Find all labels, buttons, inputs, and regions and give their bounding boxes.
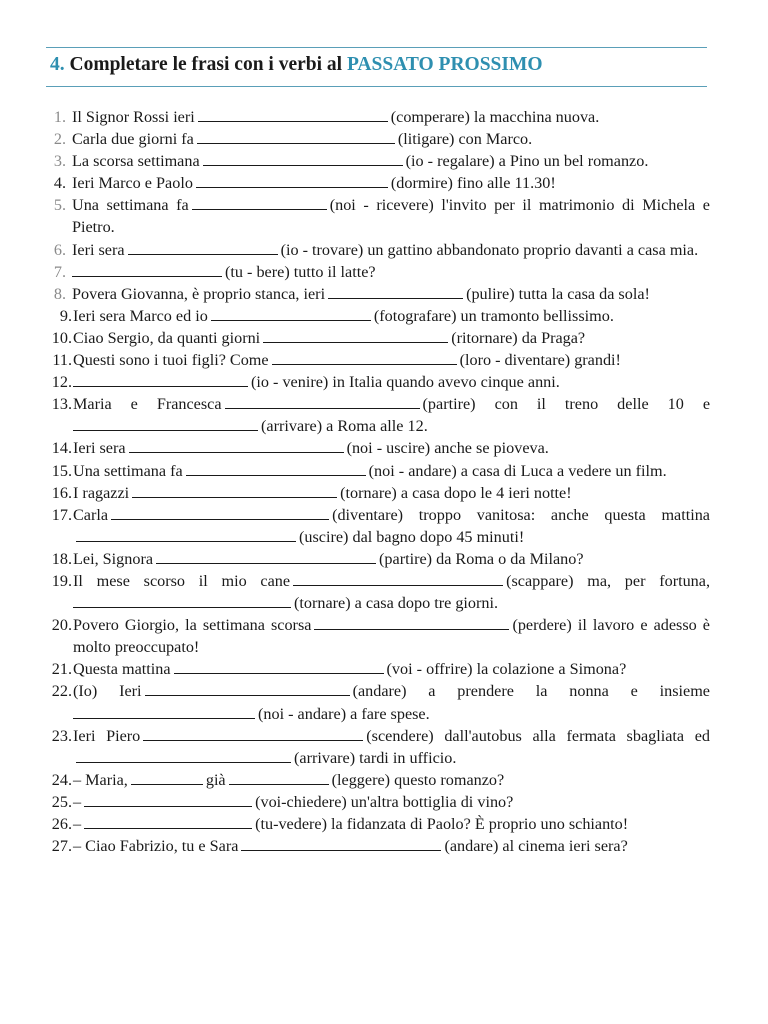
list-item xyxy=(40,172,710,194)
answer-blank[interactable] xyxy=(328,286,463,299)
item-text: (voi-chiedere) un'altra bottiglia di vino? xyxy=(255,792,514,811)
item-number: 2. xyxy=(53,130,66,149)
item-text: (andare) al cinema ieri sera? xyxy=(444,837,628,856)
answer-blank[interactable] xyxy=(314,617,509,630)
item-text: (arrivare) tardi in ufficio. xyxy=(294,748,457,767)
item-number: 20. xyxy=(51,616,72,635)
answer-blank[interactable] xyxy=(129,440,344,453)
list-item xyxy=(40,482,710,504)
answer-blank[interactable] xyxy=(174,661,384,674)
item-text: (partire) con il treno delle 10 e xyxy=(422,395,711,414)
answer-blank[interactable] xyxy=(84,794,252,807)
item-text: Povera Giovanna, è proprio stanca, ieri xyxy=(72,284,326,303)
item-number: 4. xyxy=(53,174,66,193)
item-number: 3. xyxy=(53,152,66,171)
answer-blank[interactable] xyxy=(293,573,503,586)
item-text: (io - venire) in Italia quando avevo cinque anni. xyxy=(251,373,560,392)
list-item xyxy=(40,437,710,459)
item-text: (scendere) dall'autobus alla fermata sbagliata ed xyxy=(366,726,711,745)
item-text: Questi sono i tuoi figli? Come xyxy=(73,351,269,370)
item-text: – xyxy=(73,815,82,833)
tense-name: PASSATO PROSSIMO xyxy=(346,54,543,75)
item-text: (arrivare) a Roma alle 12. xyxy=(261,417,428,436)
item-text: (tornare) a casa dopo tre giorni. xyxy=(294,594,499,613)
top-rule xyxy=(46,47,707,48)
item-text: I ragazzi xyxy=(73,483,130,502)
list-item xyxy=(40,349,710,371)
answer-blank[interactable] xyxy=(196,175,388,188)
answer-blank[interactable] xyxy=(198,109,388,122)
item-text: (andare) a prendere la nonna e insieme xyxy=(352,682,710,701)
item-text: Ieri sera xyxy=(72,240,125,259)
list-item xyxy=(40,835,710,857)
list-item xyxy=(40,305,710,327)
answer-blank[interactable] xyxy=(73,595,291,608)
item-number: 12. xyxy=(51,373,72,392)
item-text: – xyxy=(73,792,82,811)
item-number: 9. xyxy=(59,306,72,325)
list-item xyxy=(40,106,710,128)
exercise-heading xyxy=(50,54,710,76)
item-text: Il mese scorso il mio cane xyxy=(73,571,291,590)
answer-blank[interactable] xyxy=(203,153,403,166)
list-item xyxy=(40,261,710,283)
list-item xyxy=(40,194,710,238)
answer-blank[interactable] xyxy=(76,529,296,542)
exercise-number: 4. xyxy=(50,54,65,75)
item-text: (fotografare) un tramonto bellissimo. xyxy=(373,306,614,325)
answer-blank[interactable] xyxy=(132,485,337,498)
list-item xyxy=(40,570,710,614)
item-text: Lei, Signora xyxy=(73,549,154,568)
bottom-rule xyxy=(46,86,707,87)
list-item xyxy=(40,614,710,658)
list-item xyxy=(40,239,710,261)
list-item xyxy=(40,327,710,349)
item-text: Ieri sera xyxy=(73,439,126,458)
item-text: Carla due giorni fa xyxy=(72,130,194,149)
item-number: 14. xyxy=(51,439,72,458)
item-number: 8. xyxy=(53,284,66,303)
item-text: Una settimana fa xyxy=(72,196,189,215)
item-text: – Maria, xyxy=(73,770,128,789)
answer-blank[interactable] xyxy=(272,352,457,365)
item-number: 15. xyxy=(51,461,72,480)
item-number: 25. xyxy=(51,792,72,811)
item-text: Il Signor Rossi ieri xyxy=(72,108,195,126)
item-text: Carla xyxy=(73,505,109,524)
item-text: (io - regalare) a Pino un bel romanzo. xyxy=(405,152,649,171)
answer-blank[interactable] xyxy=(225,396,420,409)
answer-blank[interactable] xyxy=(192,197,327,210)
answer-blank[interactable] xyxy=(84,816,252,829)
item-text: Questa mattina xyxy=(73,660,171,679)
item-text: Maria e Francesca xyxy=(73,395,222,414)
list-item xyxy=(40,680,710,724)
item-text: La scorsa settimana xyxy=(72,152,200,171)
answer-blank[interactable] xyxy=(111,507,329,520)
item-text: (ritornare) da Praga? xyxy=(451,328,586,347)
item-text: – Ciao Fabrizio, tu e Sara xyxy=(73,837,239,856)
item-text: (pulire) tutta la casa da sola! xyxy=(466,284,650,303)
answer-blank[interactable] xyxy=(145,683,350,696)
answer-blank[interactable] xyxy=(76,750,291,763)
item-number: 26. xyxy=(51,815,72,833)
answer-blank[interactable] xyxy=(131,772,203,785)
item-number: 1. xyxy=(53,108,66,126)
answer-blank[interactable] xyxy=(241,838,441,851)
item-text: (litigare) con Marco. xyxy=(397,130,533,149)
item-text: (dormire) fino alle 11.30! xyxy=(390,174,556,193)
item-text: (scappare) ma, per fortuna, xyxy=(506,571,710,590)
list-item xyxy=(40,791,710,813)
item-text: (uscire) dal bagno dopo 45 minuti! xyxy=(299,527,525,546)
item-number: 19. xyxy=(51,571,72,590)
item-number: 21. xyxy=(51,660,72,679)
answer-blank[interactable] xyxy=(263,330,448,343)
item-text: (diventare) troppo vanitosa: anche questa mattina xyxy=(332,505,710,524)
list-item xyxy=(40,128,710,150)
item-number: 7. xyxy=(53,262,66,281)
item-text: (Io) Ieri xyxy=(73,682,142,701)
list-item xyxy=(40,393,710,437)
answer-blank[interactable] xyxy=(73,418,258,431)
item-text: Ieri sera Marco ed io xyxy=(73,306,208,325)
item-number: 6. xyxy=(53,240,66,259)
answer-blank[interactable] xyxy=(72,264,222,277)
answer-blank[interactable] xyxy=(211,308,371,321)
item-number: 5. xyxy=(53,196,66,215)
answer-blank[interactable] xyxy=(197,131,395,144)
item-number: 17. xyxy=(51,505,72,524)
list-item xyxy=(40,460,710,482)
item-text: (noi - andare) a fare spese. xyxy=(258,704,430,723)
item-text: (voi - offrire) la colazione a Simona? xyxy=(386,660,627,679)
item-text: (io - trovare) un gattino abbandonato proprio davanti a casa mia. xyxy=(280,240,699,259)
answer-blank[interactable] xyxy=(143,728,363,741)
item-text: (noi - andare) a casa di Luca a vedere un film. xyxy=(368,461,667,480)
list-item xyxy=(40,725,710,769)
answer-blank[interactable] xyxy=(229,772,329,785)
exercise-instruction: Completare le frasi con i verbi al xyxy=(69,54,343,75)
item-number: 18. xyxy=(51,549,72,568)
list-item xyxy=(40,283,710,305)
item-text: Ieri Piero xyxy=(73,726,141,745)
item-text: (leggere) questo romanzo? xyxy=(331,770,505,789)
item-number: 11. xyxy=(52,351,72,370)
item-text: Povero Giorgio, la settimana scorsa xyxy=(73,616,312,635)
list-item xyxy=(40,150,710,172)
item-text: Ciao Sergio, da quanti giorni xyxy=(73,328,261,347)
item-text: (tu - bere) tutto il latte? xyxy=(225,262,376,281)
list-item xyxy=(40,769,710,791)
list-item xyxy=(40,658,710,680)
item-number: 10. xyxy=(51,328,72,347)
item-text: (comperare) la macchina nuova. xyxy=(390,108,600,126)
item-text: (noi - uscire) anche se pioveva. xyxy=(346,439,549,458)
answer-blank[interactable] xyxy=(186,463,366,476)
list-item xyxy=(40,504,710,548)
item-text: (partire) da Roma o da Milano? xyxy=(379,549,584,568)
answer-blank[interactable] xyxy=(73,706,255,719)
answer-blank[interactable] xyxy=(156,551,376,564)
item-number: 24. xyxy=(51,770,72,789)
item-number: 16. xyxy=(51,483,72,502)
list-item xyxy=(40,813,710,835)
item-text: (tornare) a casa dopo le 4 ieri notte! xyxy=(340,483,572,502)
list-item xyxy=(40,548,710,570)
item-text: già xyxy=(205,770,226,789)
exercise-list xyxy=(40,106,710,857)
list-item xyxy=(40,371,710,393)
item-number: 22. xyxy=(51,682,72,701)
item-text: (perdere) il lavoro e adesso è molto preoccupato! xyxy=(73,616,710,657)
item-number: 13. xyxy=(51,395,72,414)
item-text: Una settimana fa xyxy=(73,461,183,480)
item-number: 23. xyxy=(51,726,72,745)
item-number: 27. xyxy=(51,837,72,856)
item-text: Ieri Marco e Paolo xyxy=(72,174,193,193)
answer-blank[interactable] xyxy=(128,242,278,255)
item-text: (tu-vedere) la fidanzata di Paolo? È proprio uno schianto! xyxy=(255,815,629,833)
item-text: (loro - diventare) grandi! xyxy=(459,351,621,370)
answer-blank[interactable] xyxy=(73,374,248,387)
item-text: (noi - ricevere) l'invito per il matrimonio di Michela e Pietro. xyxy=(72,196,710,237)
